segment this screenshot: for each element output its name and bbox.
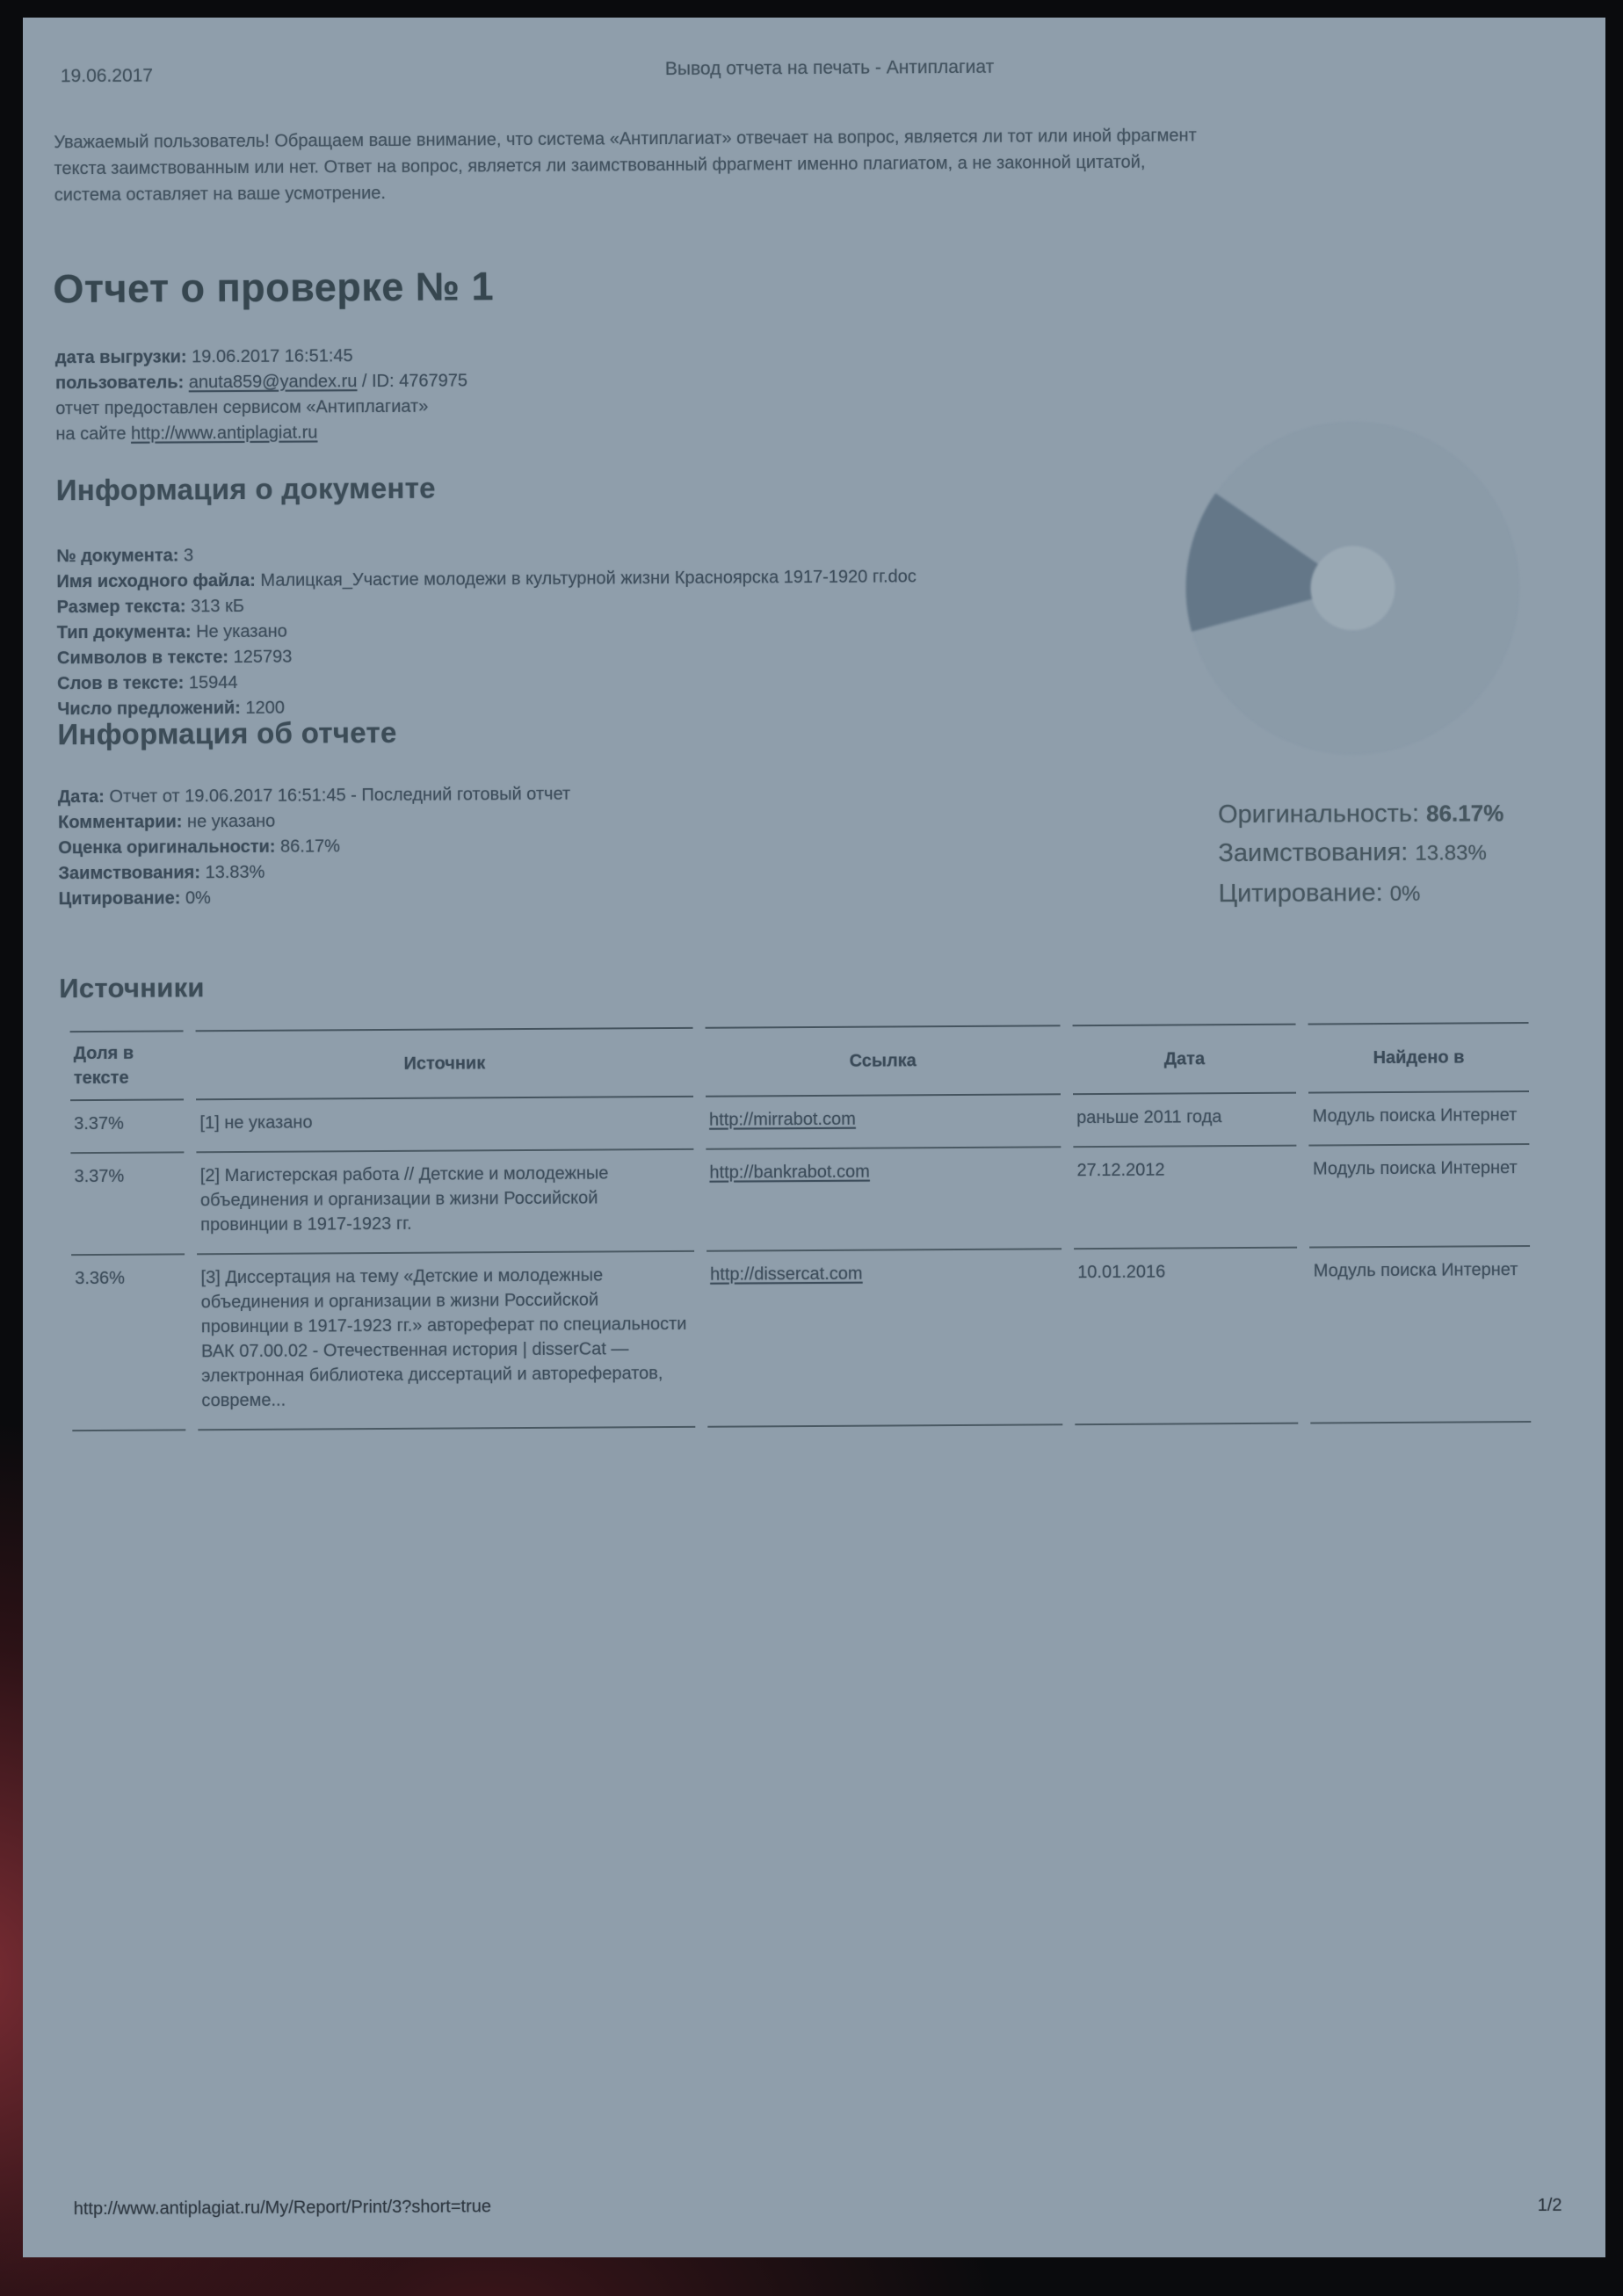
source-link-cell — [706, 1095, 1061, 1149]
source-found-in: Модуль поиска Интернет — [1309, 1145, 1530, 1249]
meta-user: пользователь: anuta859@yandex.ru / ID: 4767975 — [54, 371, 468, 394]
source-share: 3.37% — [70, 1153, 185, 1256]
source-share: 3.36% — [71, 1255, 186, 1431]
print-header-date: 19.06.2017 — [60, 65, 154, 87]
field-row: Заимствования: 13.83% — [58, 862, 265, 884]
field-row: Оценка оригинальности: 86.17% — [58, 837, 340, 858]
field-row: Имя исходного файла: Малицкая_Участие молодежи в культурной жизни Красноярска 1917-1920 гг.doc — [56, 567, 917, 592]
document-info-title: Информация о документе — [55, 471, 436, 507]
col-header-share: Доля в тексте — [70, 1030, 185, 1101]
field-row: Комментарии: не указано — [58, 811, 276, 833]
source-row — [70, 1145, 1530, 1256]
source-text: [1] не указано — [196, 1097, 693, 1153]
user-email-link[interactable]: anuta859@yandex.ru — [188, 372, 358, 393]
printed-page — [23, 18, 1605, 2257]
field-row: Символов в тексте: 125793 — [56, 647, 293, 669]
stat-borrowed: Заимствования: 13.83% — [1218, 837, 1487, 868]
field-row: Слов в тексте: 15944 — [57, 672, 238, 694]
source-date: 10.01.2016 — [1074, 1249, 1299, 1426]
field-row: Дата: Отчет от 19.06.2017 16:51:45 - Последний готовый отчет — [57, 784, 571, 808]
source-share: 3.37% — [70, 1100, 185, 1154]
document-info-fields — [56, 539, 917, 722]
source-date: раньше 2011 года — [1073, 1094, 1297, 1148]
sources-title: Источники — [59, 972, 205, 1004]
sources-table — [58, 1022, 1544, 1431]
meta-site: на сайте http://www.antiplagiat.ru — [55, 423, 318, 445]
print-header-title: Вывод отчета на печать - Антиплагиат — [664, 56, 995, 80]
source-link[interactable]: http://mirrabot.com — [709, 1109, 856, 1130]
col-header-link: Ссылка — [705, 1025, 1060, 1097]
summary-stats — [1218, 793, 1504, 915]
stat-citation: Цитирование: 0% — [1218, 879, 1421, 909]
source-link-cell — [706, 1249, 1062, 1427]
antiplagiat-site-link[interactable]: http://www.antiplagiat.ru — [130, 423, 318, 444]
report-title: Отчет о проверке № 1 — [53, 264, 495, 312]
field-row: Число предложений: 1200 — [57, 698, 286, 720]
notice-text: Уважаемый пользователь! Обращаем ваше внимание, что система «Антиплагиат» отвечает на вопрос, является ли тот или иной фрагмент текста заимствованным или нет. Ответ на вопрос, является ли заимствованный фрагмент именно плагиатом, а не законной цитатой, система оставляет на ваше усмотрение. — [54, 126, 1197, 206]
col-header-date: Дата — [1072, 1024, 1296, 1096]
source-link[interactable]: http://bankrabot.com — [709, 1162, 870, 1183]
field-row: Цитирование: 0% — [58, 888, 211, 909]
sources-header-row — [70, 1022, 1529, 1101]
source-row — [70, 1092, 1529, 1154]
stat-originality: Оригинальность: 86.17% — [1217, 799, 1504, 829]
source-date: 27.12.2012 — [1073, 1147, 1297, 1250]
col-header-found: Найдено в — [1308, 1022, 1529, 1094]
report-info-title: Информация об отчете — [57, 715, 397, 751]
field-row: № документа: 3 — [56, 546, 194, 567]
field-row: Размер текста: 313 кБ — [56, 596, 245, 618]
footer-url: http://www.antiplagiat.ru/My/Report/Print/3?short=true — [73, 2197, 492, 2220]
source-found-in: Модуль поиска Интернет — [1310, 1247, 1532, 1424]
footer-page-number: 1/2 — [1537, 2195, 1562, 2215]
source-text: [3] Диссертация на тему «Детские и молодежные объединения и организации в жизни Российской провинции в 1917-1923 гг.» автореферат по специальности ВАК 07.00.02 - Отечественная история | disserCat — электронная библиотека диссертаций и авторефератов, совреме... — [197, 1252, 695, 1430]
source-found-in: Модуль поиска Интернет — [1308, 1092, 1529, 1147]
meta-upload-date: дата выгрузки: 19.06.2017 16:51:45 — [54, 346, 353, 368]
donut-hole — [1310, 546, 1395, 631]
col-header-source: Источник — [196, 1027, 693, 1100]
source-link-cell — [706, 1148, 1061, 1251]
report-meta — [55, 343, 468, 447]
originality-donut-chart — [1176, 411, 1529, 764]
meta-service: отчет предоставлен сервисом «Антиплагиат» — [55, 396, 429, 419]
source-link[interactable]: http://dissercat.com — [710, 1264, 863, 1285]
source-row — [71, 1247, 1531, 1431]
report-info-fields — [58, 782, 571, 913]
source-text: [2] Магистерская работа // Детские и молодежные объединения и организации в жизни Российской провинции в 1917-1923 гг. — [197, 1150, 694, 1255]
field-row: Тип документа: Не указано — [56, 621, 287, 643]
